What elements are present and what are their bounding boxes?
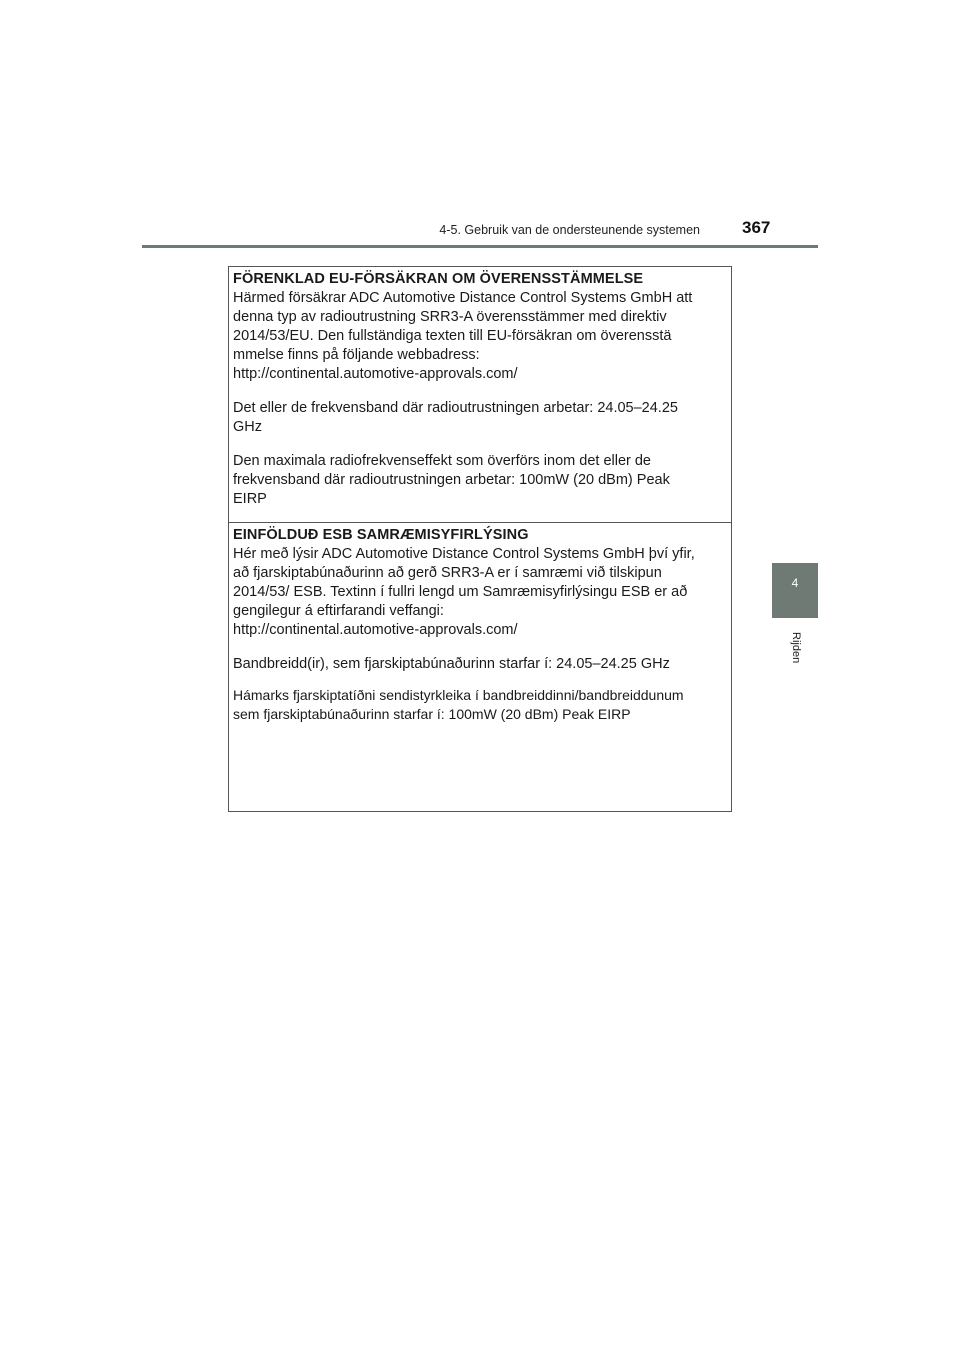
- header-divider: [142, 245, 818, 248]
- declaration-icelandic-title: EINFÖLDUÐ ESB SAMRÆMISYFIRLÝSING: [233, 527, 529, 543]
- chapter-number: 4: [791, 576, 799, 590]
- section-header-title: 4-5. Gebruik van de ondersteunende systemen: [439, 223, 700, 237]
- declaration-box: [228, 266, 732, 812]
- declaration-icelandic-power: Hámarks fjarskiptatíðni sendistyrkleika í bandbreiddinni/bandbreiddunum sem fjarskiptabúnaðurinn starfar í: 100mW (20 dBm) Peak EIRP: [233, 687, 684, 722]
- declaration-icelandic: [229, 523, 731, 813]
- declaration-swedish-frequency: Det eller de frekvensband där radioutrustningen arbetar: 24.05–24.25 GHz: [233, 400, 678, 435]
- chapter-label: Rijden: [790, 632, 802, 664]
- chapter-tab[interactable]: [772, 563, 818, 618]
- declaration-swedish: [229, 267, 731, 523]
- page-number: 367: [742, 218, 771, 237]
- declaration-swedish-power: Den maximala radiofrekvenseffekt som överförs inom det eller de frekvensband där radioutrustningen arbetar: 100mW (20 dBm) Peak EIRP: [233, 453, 670, 507]
- declaration-icelandic-statement: Hér með lýsir ADC Automotive Distance Control Systems GmbH því yfir, að fjarskiptabúnaðurinn að gerð SRR3-A er í samræmi við tilskipun 2014/53/ ESB. Textinn í fullri lengd um Samræmisyfirlýsingu ESB er að gengilegur á eftirfarandi veffangi: http://continental.automotive-approvals.com/: [233, 546, 695, 638]
- declaration-swedish-statement: Härmed försäkrar ADC Automotive Distance Control Systems GmbH att denna typ av radioutrustning SRR3-A överensstämmer med direktiv 2014/53/EU. Den fullständiga texten till EU-försäkran om överensstä mmelse finns på följande webbadress: http://continental.automotive-approvals.com/: [233, 290, 693, 382]
- declaration-swedish-title: FÖRENKLAD EU-FÖRSÄKRAN OM ÖVERENSSTÄMMELSE: [233, 271, 644, 287]
- declaration-icelandic-frequency: Bandbreidd(ir), sem fjarskiptabúnaðurinn starfar í: 24.05–24.25 GHz: [233, 656, 670, 672]
